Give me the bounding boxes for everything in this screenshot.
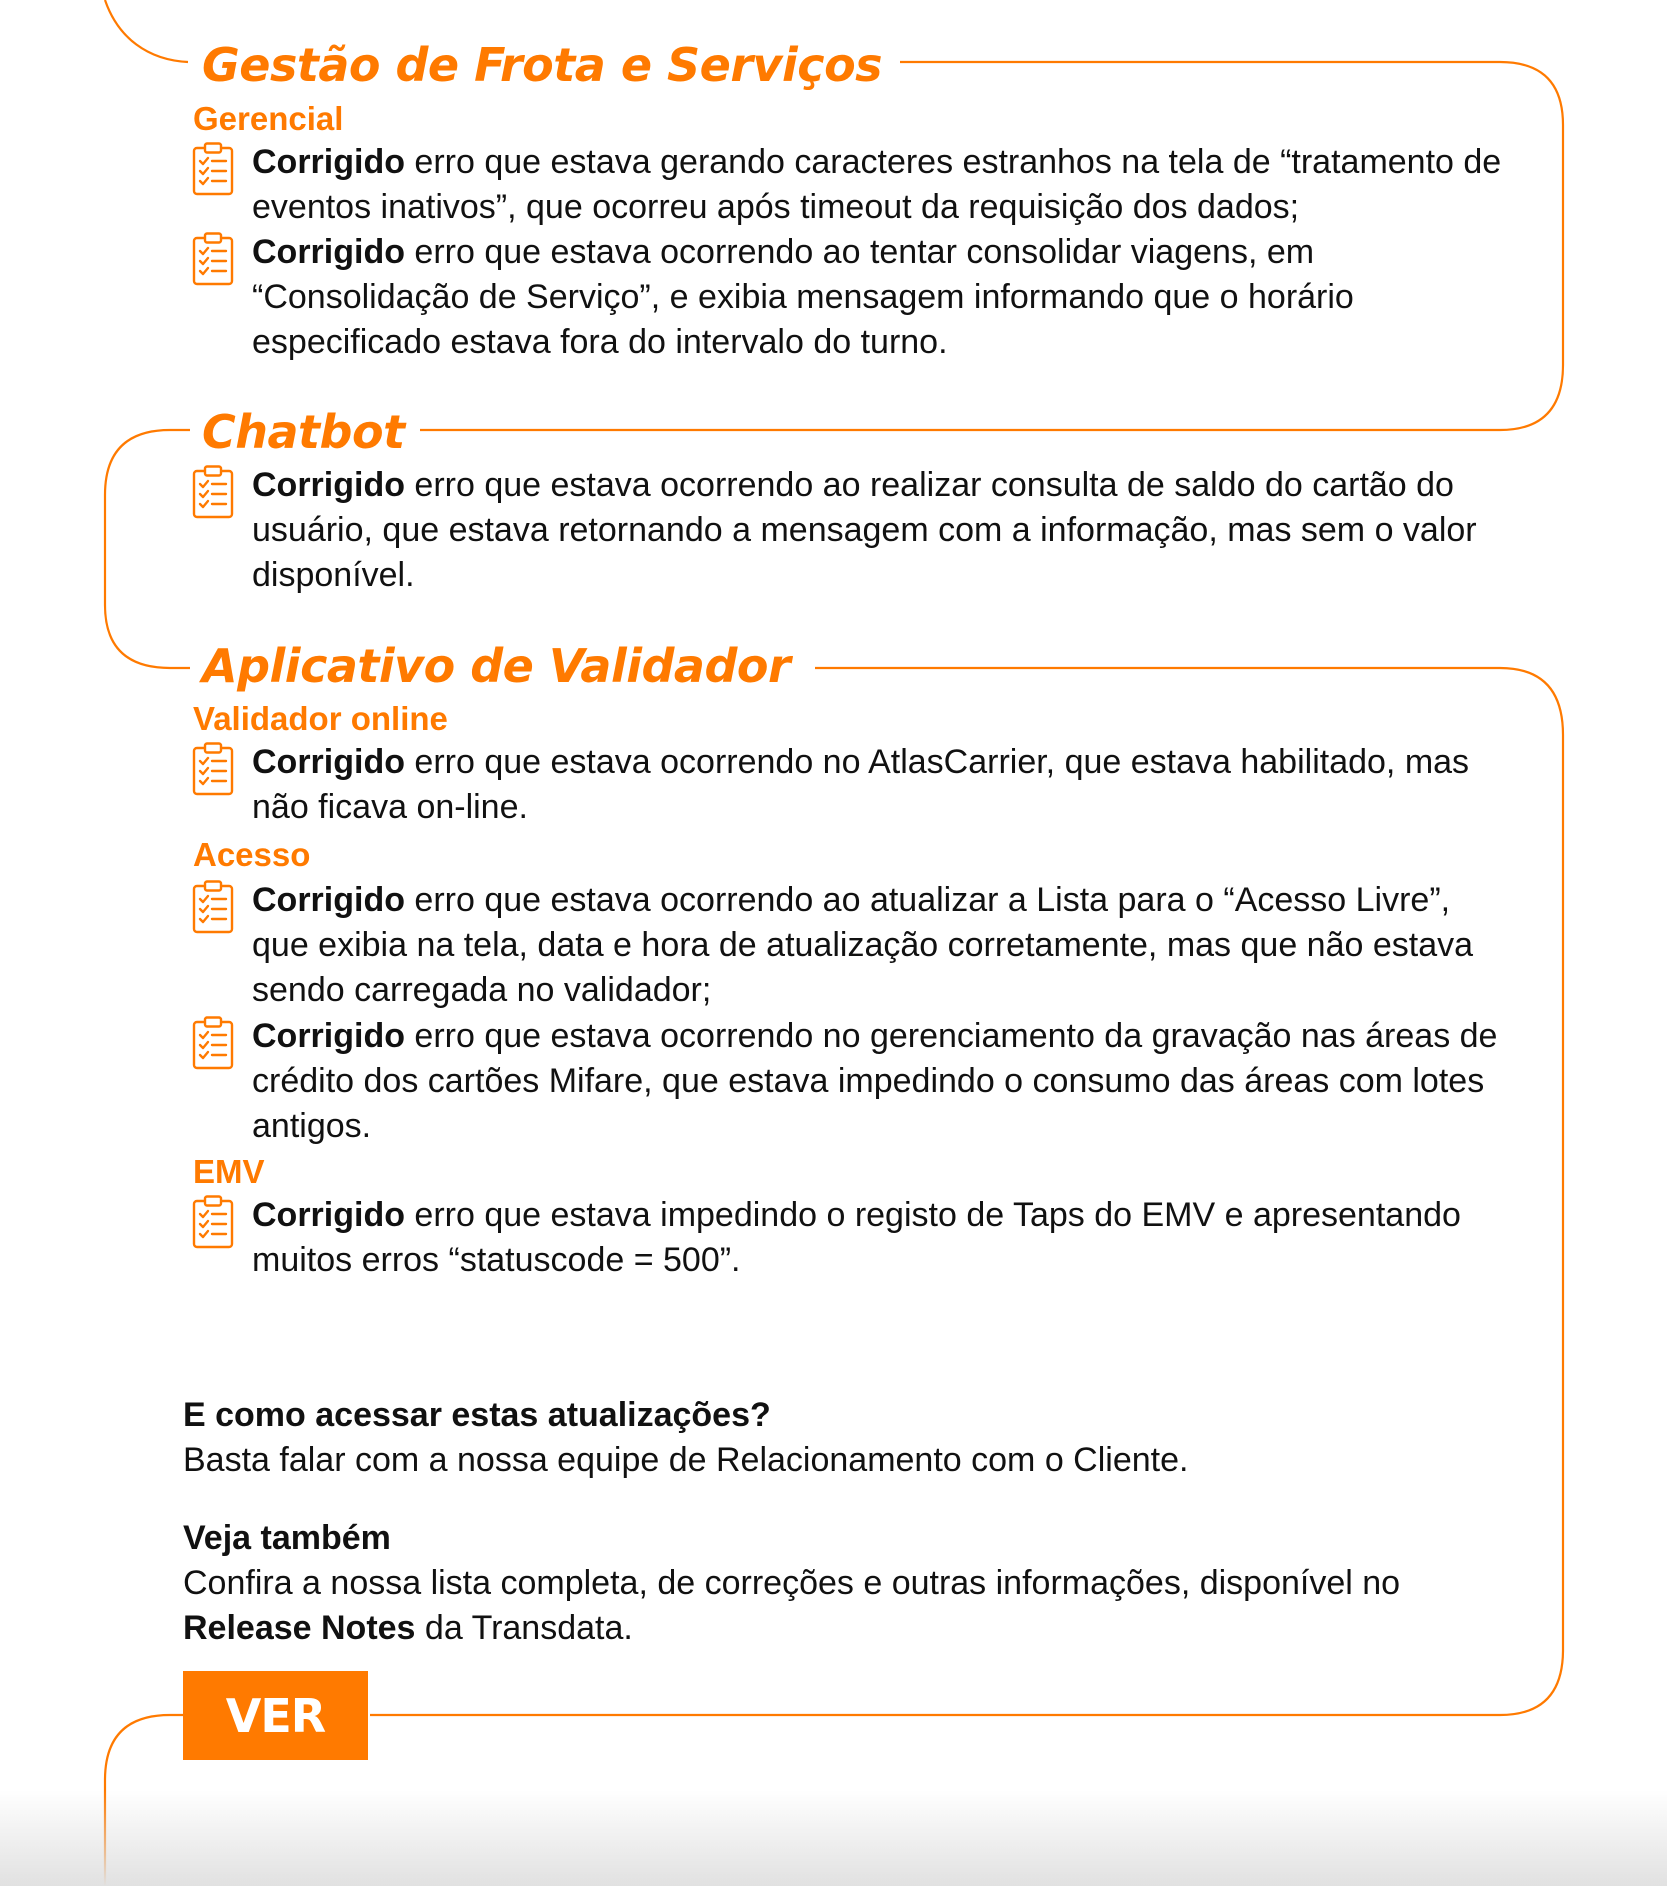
section-title-chatbot: Chatbot [196, 409, 411, 455]
ver-button[interactable]: VER [183, 1671, 368, 1760]
clipboard-checklist-icon [192, 232, 234, 286]
item-text: Corrigido erro que estava ocorrendo no AtlasCarrier, que estava habilitado, mas não ficava on-line. [252, 743, 1470, 826]
access-answer: Basta falar com a nossa equipe de Relacionamento com o Cliente. [183, 1441, 1189, 1479]
item-text: Corrigido erro que estava ocorrendo no gerenciamento da gravação nas áreas de crédito dos cartões Mifare, que estava impedindo o consumo das áreas com lotes antigos. [252, 1017, 1498, 1145]
clipboard-checklist-icon [192, 1195, 234, 1249]
item-text: Corrigido erro que estava ocorrendo ao atualizar a Lista para o “Acesso Livre”, que exibia na tela, data e hora de atualização corretamente, mas que não estava sendo carregada no validador; [252, 881, 1474, 1009]
item-text: Corrigido erro que estava impedindo o registo de Taps do EMV e apresentando muitos erros “statuscode = 500”. [252, 1196, 1461, 1279]
see-also-title: Veja também [183, 1519, 391, 1557]
bottom-shadow [0, 1790, 1667, 1886]
item-text: Corrigido erro que estava ocorrendo ao tentar consolidar viagens, em “Consolidação de Serviço”, e exibia mensagem informando que o horário especificado estava fora do intervalo do turno. [252, 233, 1354, 361]
list-item [192, 740, 1512, 830]
item-text: Corrigido erro que estava gerando caracteres estranhos na tela de “tratamento de eventos inativos”, que ocorreu após timeout da requisição dos dados; [252, 143, 1502, 226]
subtitle-acesso: Acesso [193, 836, 311, 873]
item-text: Corrigido erro que estava ocorrendo ao realizar consulta de saldo do cartão do usuário, que estava retornando a mensagem com a informação, mas sem o valor disponível. [252, 466, 1477, 594]
section-title-validador: Aplicativo de Validador [196, 643, 796, 689]
subtitle-emv: EMV [193, 1153, 265, 1190]
see-also-text: Confira a nossa lista completa, de correções e outras informações, disponível no Release Notes da Transdata. [183, 1564, 1401, 1647]
list-item [192, 878, 1512, 1013]
subtitle-gerencial: Gerencial [193, 100, 344, 137]
list-item [192, 1193, 1512, 1283]
clipboard-checklist-icon [192, 1016, 234, 1070]
release-notes-link[interactable]: Release Notes [183, 1609, 416, 1647]
section-title-gestao: Gestão de Frota e Serviços [196, 42, 888, 88]
list-item [192, 140, 1512, 230]
list-item [192, 1014, 1512, 1149]
clipboard-checklist-icon [192, 465, 234, 519]
clipboard-checklist-icon [192, 142, 234, 196]
list-item [192, 463, 1512, 598]
subtitle-validador-online: Validador online [193, 700, 448, 737]
clipboard-checklist-icon [192, 742, 234, 796]
list-item [192, 230, 1512, 365]
clipboard-checklist-icon [192, 880, 234, 934]
access-question: E como acessar estas atualizações? [183, 1396, 771, 1434]
